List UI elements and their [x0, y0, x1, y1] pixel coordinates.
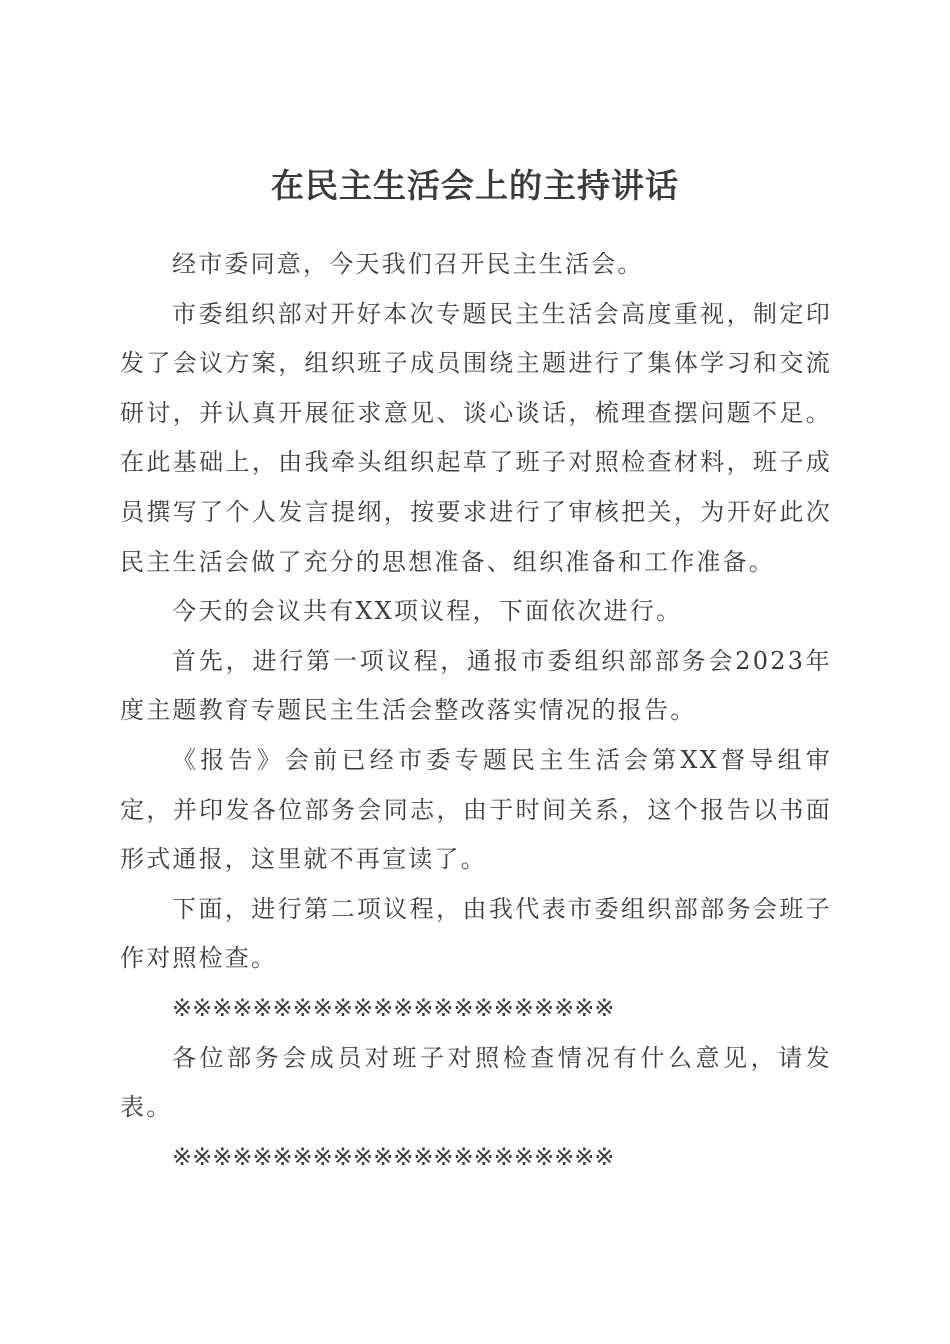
- paragraph-report: 《报告》会前已经市委专题民主生活会第XX督导组审定，并印发各位部务会同志，由于时间关系，这个报告以书面形式通报，这里就不再宣读了。: [120, 745, 832, 874]
- symbol-divider: ※※※※※※※※※※※※※※※※※※※※※※: [172, 1142, 615, 1171]
- document-title: 在民主生活会上的主持讲话: [271, 166, 679, 205]
- paragraph-opening: 经市委同意，今天我们召开民主生活会。: [172, 250, 644, 278]
- symbol-divider: ※※※※※※※※※※※※※※※※※※※※※※: [172, 993, 615, 1022]
- paragraph-agenda: 今天的会议共有XX项议程，下面依次进行。: [172, 597, 683, 626]
- document-body: [120, 240, 832, 1182]
- paragraph-preparation: 市委组织部对开好本次专题民主生活会高度重视，制定印发了会议方案，组织班子成员围绕主题进行了集体学习和交流研讨，并认真开展征求意见、谈心谈话，梳理查摆问题不足。在此基础上，由我牵头组织起草了班子对照检查材料，班子成员撰写了个人发言提纲，按要求进行了审核把关，为开好此次民主生活会做了充分的思想准备、组织准备和工作准备。: [120, 299, 832, 576]
- paragraph-invite-comments: 各位部务会成员对班子对照检查情况有什么意见，请发表。: [120, 1043, 832, 1122]
- paragraph-second-item: 下面，进行第二项议程，由我代表市委组织部部务会班子作对照检查。: [120, 894, 832, 973]
- paragraph-first-item: 首先，进行第一项议程，通报市委组织部部务会2023年度主题教育专题民主生活会整改落实情况的报告。: [120, 646, 832, 725]
